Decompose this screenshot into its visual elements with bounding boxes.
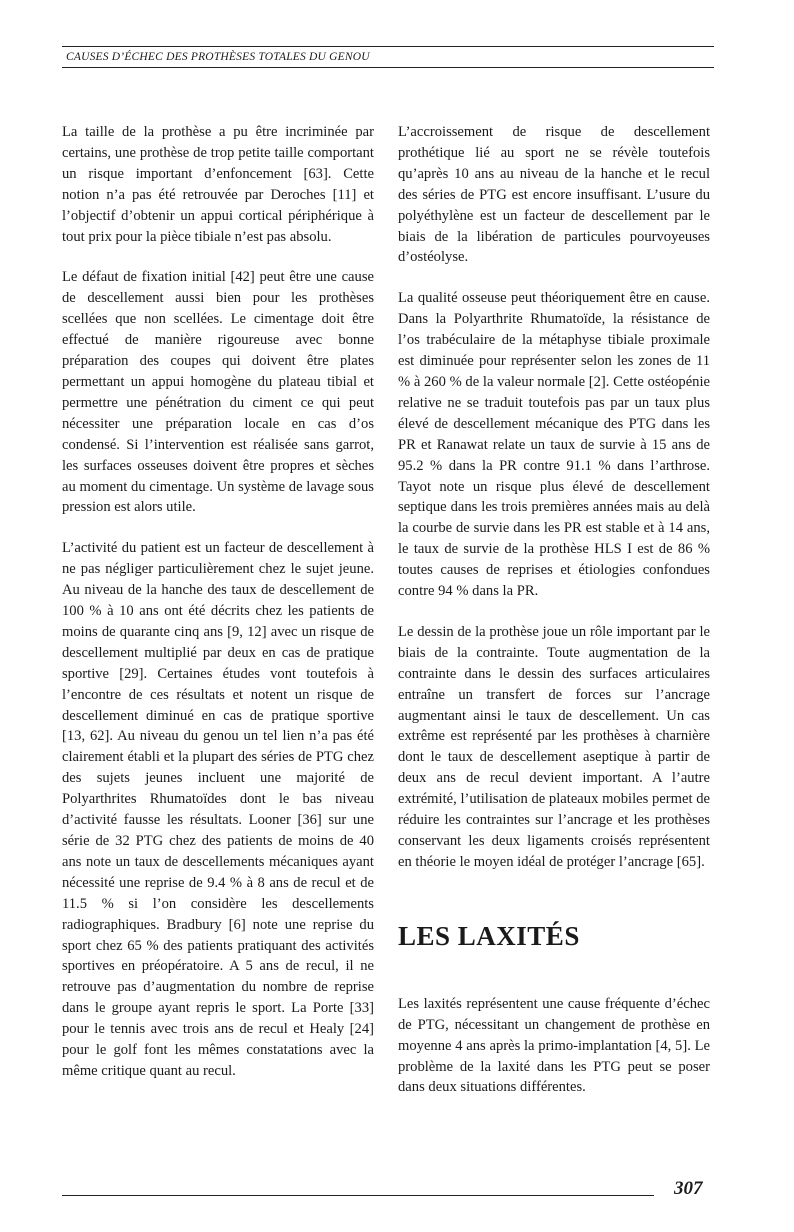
paragraph-prosthesis-size: La taille de la prothèse a pu être incriminée par certains, une prothèse de trop petite taille comportant un risque important d’enfoncement [63]. Cette notion n’a pas été retrouvée par Deroches [11] et l’objectif d’obtenir un appui cortical périphérique à tout prix pour la pièce tibiale n’est pas absolu. — [62, 124, 374, 245]
footer-rule — [62, 1195, 654, 1196]
running-header — [62, 46, 714, 68]
paragraph-laxites: Les laxités représentent une cause fréquente d’échec de PTG, nécessitant un changement de prothèse en moyenne 4 ans après la primo-implantation [4, 5]. Le problème de la laxité dans les PTG peut se poser dans deux situations différentes. — [398, 995, 710, 1096]
left-column — [62, 122, 374, 1102]
paragraph-prosthesis-design: Le dessin de la prothèse joue un rôle important par le biais de la contrainte. Toute augmentation de la contrainte dans le dessin des surfaces articulaires entraîne un transfert de forces sur l’ancrage augmentant ainsi le taux de descellement. Un cas extrême est représenté par les prothèses à charnière dont le taux de descellement aseptique à partir de deux ans de recul devient important. A l’autre extrémité, l’utilisation de plateaux mobiles permet de réduire les contraintes sur l’ancrage et les prothèses conservant les deux ligaments croisés représentent en théorie le moyen idéal de protéger l’ancrage [65]. — [398, 623, 710, 870]
paragraph-patient-activity: L’activité du patient est un facteur de descellement à ne pas négliger particulièrement chez le sujet jeune. Au niveau de la hanche des taux de descellement de 100 % à 10 ans ont été décrits chez les patients de moins de quarante cinq ans [9, 12] avec un risque de descellement multiplié par deux en cas de pratique sportive [29]. Certaines études vont toutefois à l’encontre de ces résultats et notent un risque de descellement diminué en cas de pratique sportive [13, 62]. Au niveau du genou un tel lien n’a pas été clairement établi et la plupart des séries de PTG chez des sujets jeunes incluent une majorité de Polyarthrites Rhumatoïdes dont le bas niveau d’activité fausse les résultats. Looner [36] sur une série de 32 PTG chez des patients de moins de 40 ans note un taux de descellements mécaniques ayant nécessité une reprise de 9.4 % à 8 ans de recul et de 11.5 % si l’on considère les descellements radiographiques. Bradbury [6] note une reprise du sport chez 65 % des patients pratiquant des activités sportives en préopératoire. A 5 ans de recul, il ne retrouve pas d’augmentation du nombre de reprise dans le groupe ayant repris le sport. La Porte [33] pour le tennis avec trois ans de recul et Healy [24] pour le golf font les mêmes constatations avec la même critique quant au recul. — [62, 540, 374, 1079]
paragraph-sport-risk: L’accroissement de risque de descellement prothétique lié au sport ne se révèle toutefois qu’après 10 ans au niveau de la hanche et le recul des séries de PTG est encore insuffisant. L’usure du polyéthylène est un facteur de descellement par le biais de la libération de particules pourvoyeuses d’ostéolyse. — [398, 124, 710, 266]
running-title: CAUSES D’ÉCHEC DES PROTHÈSES TOTALES DU GENOU — [66, 51, 370, 63]
section-heading-laxites: LES LAXITÉS — [398, 920, 580, 951]
page-number: 307 — [674, 1178, 703, 1199]
right-column — [398, 122, 710, 1118]
paragraph-bone-quality: La qualité osseuse peut théoriquement être en cause. Dans la Polyarthrite Rhumatoïde, la résistance de l’os trabéculaire de la métaphyse tibiale proximale est diminuée pour représenter selon les zones de 11 % à 260 % de la valeur normale [2]. Cette ostéopénie relative ne se traduit toutefois pas par un taux plus élevé de descellement mécanique des PTG dans les PR et Ranawat relate un taux de survie à 15 ans de 95.2 % dans la PR contre 91.1 % dans l’arthrose. Tayot note un risque plus élevé de descellement septique dans les trois premières années mais au delà la courbe de survie dans les PR est stable et à 14 ans, le taux de survie de la prothèse HLS I est de 86 % toutes causes de reprises et étiologies confondues contre 94 % dans la PR. — [398, 290, 710, 600]
paragraph-initial-fixation: Le défaut de fixation initial [42] peut être une cause de descellement aussi bien pour les prothèses scellées que non scellées. Le cimentage doit être effectué de manière rigoureuse avec bonne préparation des coupes qui doivent être plates permettant un appui homogène du plateau tibial et permettre une pénétration du ciment ce qui peut nécessiter une préparation locale en cas d’os condensé. Si l’intervention est réalisée sans garrot, les surfaces osseuses doivent être propres et sèches au moment du cimentage. Un système de lavage sous pression est alors utile. — [62, 269, 374, 516]
